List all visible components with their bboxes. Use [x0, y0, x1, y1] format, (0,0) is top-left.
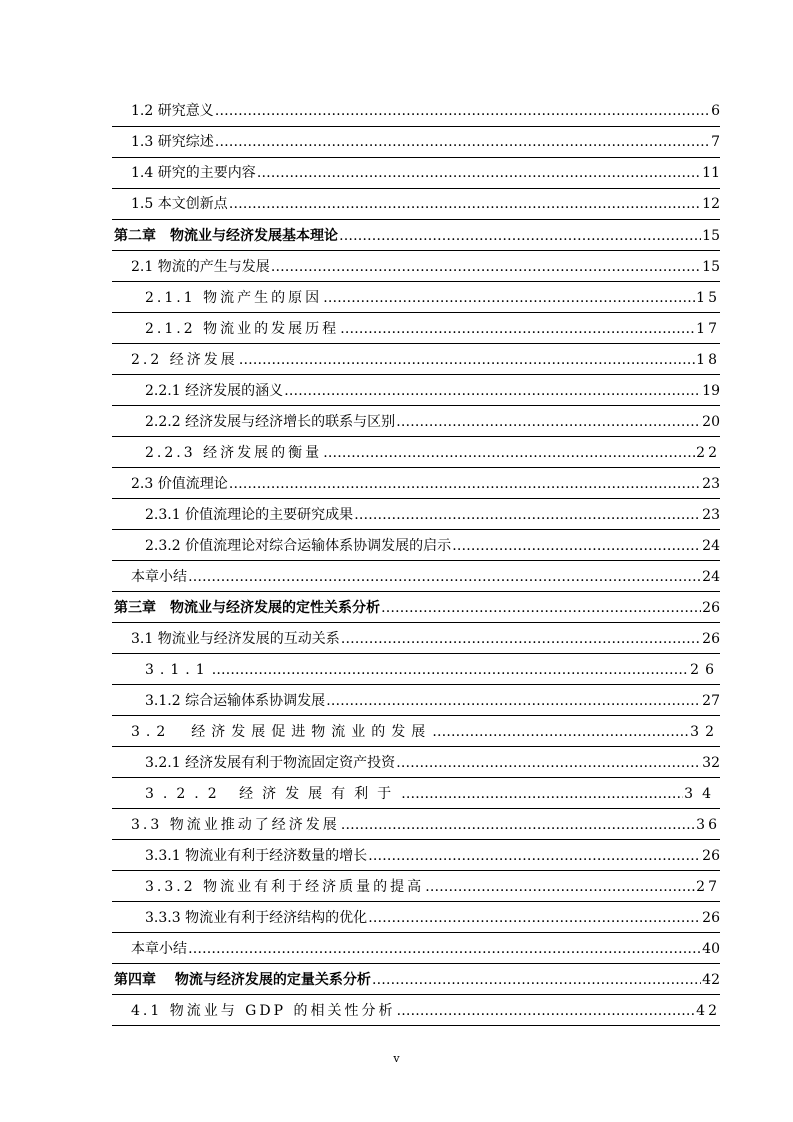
leader-dots — [396, 755, 701, 771]
leader-dots — [425, 879, 695, 895]
toc-entry[interactable] — [145, 848, 720, 864]
toc-entry[interactable] — [145, 538, 720, 554]
leader-dots — [341, 631, 701, 647]
toc-title: 3.2 经济发展促进物流业的发展 — [131, 724, 432, 740]
toc-entry[interactable] — [145, 445, 720, 461]
toc-page: 27 — [702, 693, 720, 709]
toc-entry-chapter[interactable] — [114, 600, 720, 616]
toc-page: 23 — [702, 507, 720, 523]
toc-entry[interactable] — [145, 414, 720, 430]
toc-page: 23 — [702, 476, 720, 492]
toc-page: 32 — [690, 724, 720, 740]
toc-title: 3.3.3 物流业有利于经济结构的优化 — [145, 910, 368, 926]
toc-page: 26 — [702, 910, 720, 926]
leader-dots — [396, 414, 701, 430]
leader-dots — [326, 693, 701, 709]
leader-dots — [372, 972, 701, 988]
toc-title: 3.1 物流业与经济发展的互动关系 — [131, 631, 340, 647]
toc-entry[interactable] — [145, 662, 720, 678]
toc-entry[interactable] — [131, 476, 720, 492]
leader-dots — [284, 383, 701, 399]
toc-title: 2.1.2 物流业的发展历程 — [145, 321, 340, 337]
toc-title: 1.4 研究的主要内容 — [131, 165, 256, 181]
toc-page: 15 — [702, 228, 720, 244]
toc-page: 24 — [702, 569, 720, 585]
leader-dots — [341, 817, 695, 833]
toc-title: 第三章 物流业与经济发展的定性关系分析 — [114, 600, 380, 616]
leader-dots — [229, 196, 701, 212]
toc-entry[interactable] — [145, 693, 720, 709]
toc-title: 3.1.2 综合运输体系协调发展 — [145, 693, 326, 709]
toc-title: 本章小结 — [131, 569, 187, 585]
toc-title: 2.2.3 经济发展的衡量 — [145, 445, 323, 461]
toc-title: 2.3.1 价值流理论的主要研究成果 — [145, 507, 354, 523]
toc-entry[interactable] — [145, 290, 720, 306]
toc-title: 1.3 研究综述 — [131, 134, 214, 150]
toc-title: 第四章 物流与经济发展的定量关系分析 — [114, 972, 371, 988]
toc-title: 2.2.2 经济发展与经济增长的联系与区别 — [145, 414, 396, 430]
toc-page: 27 — [696, 879, 720, 895]
toc-page: 17 — [696, 321, 720, 337]
toc-entry[interactable] — [131, 631, 720, 647]
leader-dots — [188, 569, 701, 585]
toc-title: 1.5 本文创新点 — [131, 196, 228, 212]
leader-dots — [323, 290, 695, 306]
leader-dots — [215, 103, 710, 119]
leader-dots — [368, 848, 701, 864]
toc-page: 32 — [702, 755, 720, 771]
toc-entry[interactable] — [131, 134, 720, 150]
leader-dots — [368, 910, 701, 926]
toc-entry[interactable] — [131, 569, 720, 585]
toc-page: 24 — [702, 538, 720, 554]
toc-title: 3.3 物流业推动了经济发展 — [131, 817, 340, 833]
leader-dots — [354, 507, 701, 523]
toc-entry[interactable] — [145, 786, 720, 802]
leader-dots — [257, 165, 701, 181]
toc-title: 2.3.2 价值流理论对综合运输体系协调发展的启示 — [145, 538, 452, 554]
toc-title: 第二章 物流业与经济发展基本理论 — [114, 228, 338, 244]
toc-entry[interactable] — [131, 1003, 720, 1019]
toc-page: 42 — [702, 972, 720, 988]
leader-dots — [340, 321, 695, 337]
toc-entry[interactable] — [145, 755, 720, 771]
leader-dots — [215, 134, 710, 150]
leader-dots — [188, 941, 701, 957]
toc-page: 26 — [702, 631, 720, 647]
toc-page: 20 — [702, 414, 720, 430]
leader-dots — [432, 724, 689, 740]
toc-page: 15 — [702, 259, 720, 275]
toc-title: 3.2.2 经济发展有利于 — [145, 786, 401, 802]
leader-dots — [401, 786, 683, 802]
toc-entry[interactable] — [131, 941, 720, 957]
leader-dots — [229, 476, 701, 492]
toc-page: 15 — [696, 290, 720, 306]
toc-entry[interactable] — [131, 352, 720, 368]
toc-entry[interactable] — [145, 910, 720, 926]
leader-dots — [381, 600, 701, 616]
toc-page: 36 — [696, 817, 720, 833]
toc-entry[interactable] — [131, 817, 720, 833]
leader-dots — [239, 352, 695, 368]
toc-page: 12 — [702, 196, 720, 212]
toc-title: 4.1 物流业与 GDP 的相关性分析 — [131, 1003, 396, 1019]
toc-title: 2.1.1 物流产生的原因 — [145, 290, 323, 306]
toc-entry[interactable] — [131, 196, 720, 212]
leader-dots — [396, 1003, 695, 1019]
toc-entry[interactable] — [145, 507, 720, 523]
toc-entry[interactable] — [131, 103, 720, 119]
toc-page: 34 — [684, 786, 720, 802]
toc-title: 2.2 经济发展 — [131, 352, 238, 368]
toc-title: 3.3.2 物流业有利于经济质量的提高 — [145, 879, 425, 895]
leader-dots — [212, 662, 690, 678]
toc-title: 本章小结 — [131, 941, 187, 957]
page-number: v — [393, 1052, 400, 1065]
toc-page: 19 — [702, 383, 720, 399]
toc-page: 26 — [702, 600, 720, 616]
toc-page: 18 — [696, 352, 720, 368]
toc-entry[interactable] — [131, 165, 720, 181]
leader-dots — [339, 228, 701, 244]
toc-page: 11 — [702, 165, 720, 181]
toc-title: 3.3.1 物流业有利于经济数量的增长 — [145, 848, 368, 864]
toc-entry-chapter[interactable] — [114, 228, 720, 244]
toc-entry[interactable] — [145, 879, 720, 895]
toc-title: 2.1 物流的产生与发展 — [131, 259, 270, 275]
toc-entry[interactable] — [131, 724, 720, 740]
toc-title: 3.1.1 — [145, 662, 211, 678]
toc-entry[interactable] — [145, 321, 720, 337]
toc-title: 3.2.1 经济发展有利于物流固定资产投资 — [145, 755, 396, 771]
toc-title: 2.2.1 经济发展的涵义 — [145, 383, 284, 399]
toc-page: 26 — [690, 662, 720, 678]
toc-title: 2.3 价值流理论 — [131, 476, 228, 492]
leader-dots — [271, 259, 701, 275]
toc-title: 1.2 研究意义 — [131, 103, 214, 119]
toc-page: 7 — [711, 134, 720, 150]
toc-page: 22 — [696, 445, 720, 461]
toc-entry[interactable] — [145, 383, 720, 399]
toc-entry[interactable] — [131, 259, 720, 275]
toc-entry-chapter[interactable] — [114, 972, 720, 988]
toc-page: 6 — [711, 103, 720, 119]
leader-dots — [452, 538, 701, 554]
toc-page: 42 — [696, 1003, 720, 1019]
leader-dots — [323, 445, 695, 461]
toc-page: 26 — [702, 848, 720, 864]
toc-page: 40 — [702, 941, 720, 957]
